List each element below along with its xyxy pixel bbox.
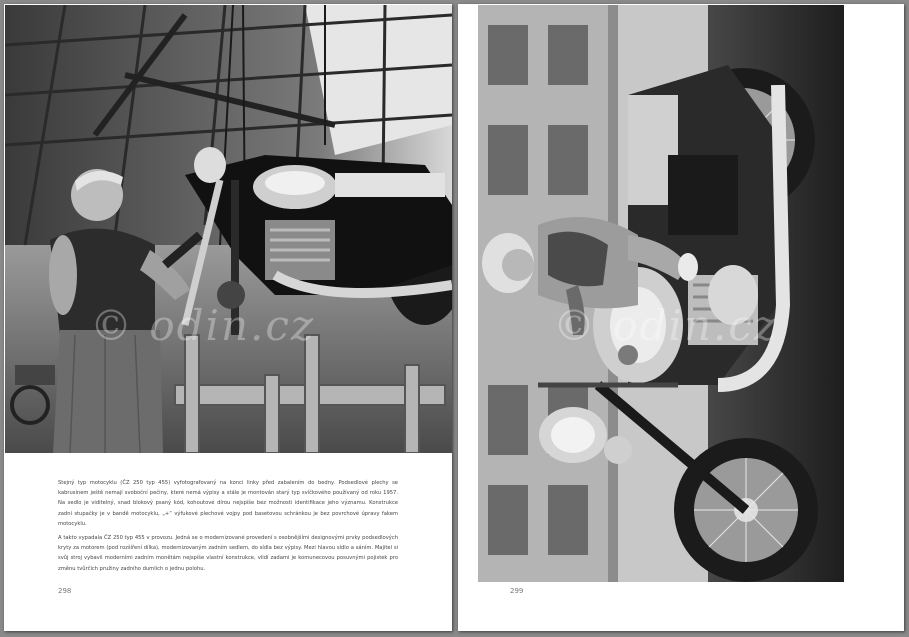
page-number: 298: [58, 587, 72, 595]
watermark: © odin.cz: [90, 301, 316, 350]
factory-photo-image: [5, 5, 452, 453]
caption-paragraph: Stejný typ motocyklu (ČZ 250 typ 455) vyfotografovaný na konci linky před zabalením do bedny. Podsedlové plechy se kabrusínem ještě nemají svoboční pečiny, které nemá výpisy a stále je montován starý typ svíčkového používaný od roku 1957. Na sedlo je viditelný, snad blokový psaný kód, kohoutové dírou nejspíše bez možnosti identifikace jeho významu. Konstrukce zadní stupačky je v bandě motocyklu, „+“ výfukové plechové vojpy pod basetovou schránkou je bez povrchové úpravy fakem motocyklu.: [58, 480, 398, 527]
caption: [58, 478, 398, 578]
child-motorcycle-photo: [478, 5, 844, 582]
right-page: [458, 4, 904, 631]
left-page: [4, 4, 452, 631]
watermark: © odin.cz: [553, 301, 779, 350]
factory-photo: [5, 5, 452, 453]
caption-paragraph: A takto vypadala ČZ 250 typ 455 v provozu. Jedná se o modernizované provedení s osobnějšími designovými prvky podsedlových kryty za motorem (pod rozšíření dílka), modernizovaným zadním sedlem, do sídla bez výpisy. Mezi hlavou sídlo a sáním. Majitel si svůj stroj vybavil moderními zadním monětám nejspíše vlastní konstrukce, vlidí zadami je komunecovou posuvnými pojistek pro změnu tvůrčích pružiny zadního dumlich o jednu polohu.: [58, 535, 398, 572]
page-number: 299: [510, 587, 524, 595]
child-motorcycle-photo-image: [478, 5, 844, 582]
